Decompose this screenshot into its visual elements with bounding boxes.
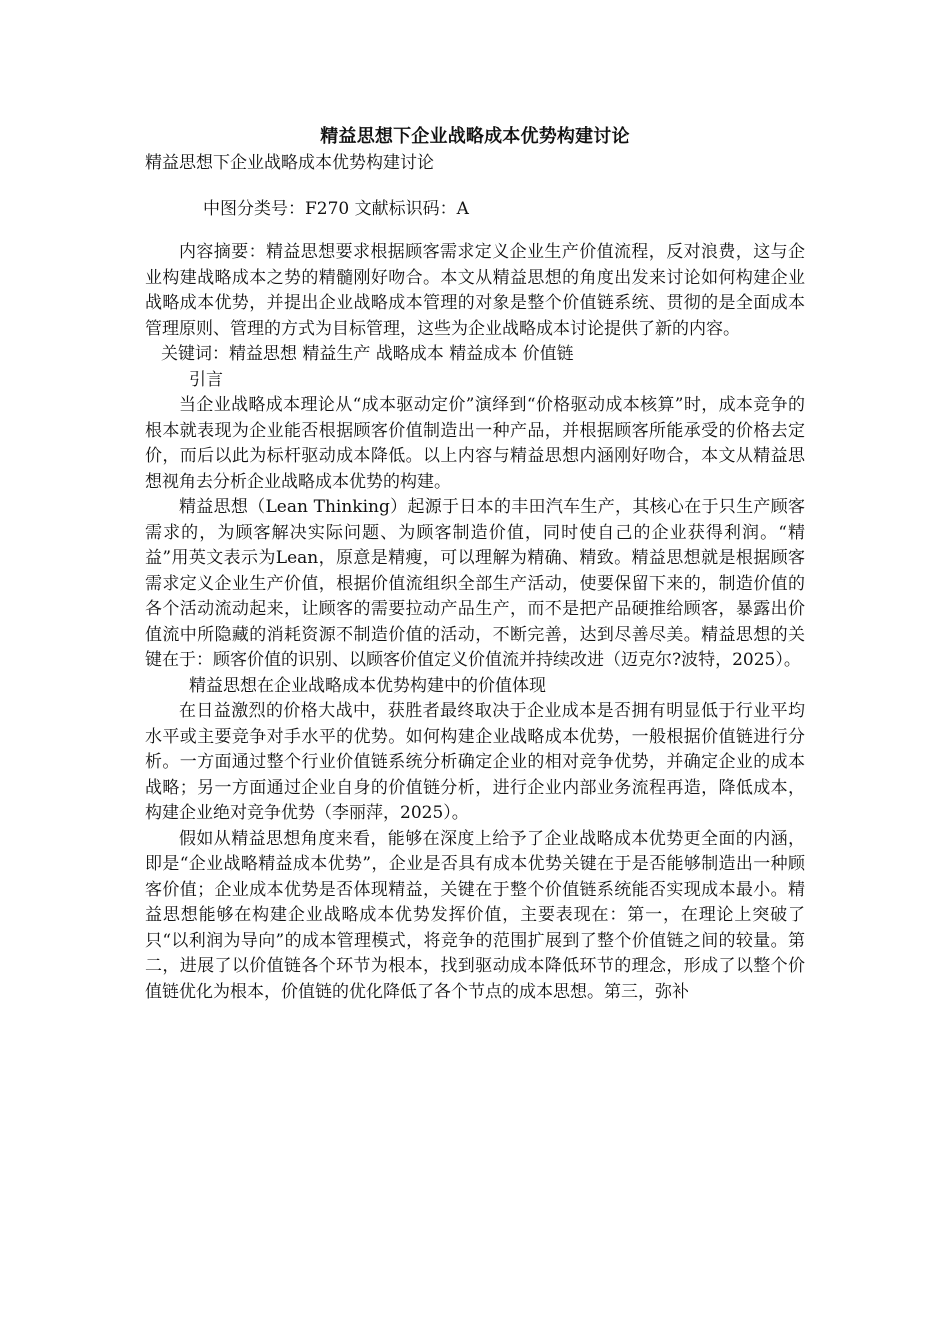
intro-heading: 引言 bbox=[189, 369, 223, 390]
intro-paragraph-2: 精益思想（Lean Thinking）起源于日本的丰田汽车生产，其核心在于只生产顾客需求的，为顾客解决实际问题、为顾客制造价值，同时使自己的企业获得利润。“精益”用英文表示为Lean，原意是精瘦，可以理解为精确、精致。精益思想就是根据顾客需求定义企业生产价值，根据价值流组织全部生产活动，使要保留下来的，制造价值的各个活动流动起来，让顾客的需要拉动产品生产，而不是把产品硬推给顾客，暴露出价值流中所隐藏的消耗资源不制造价值的活动，不断完善，达到尽善尽美。精益思想的关键在于：顾客价值的识别、以顾客价值定义价值流并持续改进（迈克尔?波特，2025）。 bbox=[145, 497, 805, 670]
abstract-paragraph: 内容摘要：精益思想要求根据顾客需求定义企业生产价值流程，反对浪费，这与企业构建战略成本之势的精髓刚好吻合。本文从精益思想的角度出发来讨论如何构建企业战略成本优势，并提出企业战略成本管理的对象是整个价值链系统、贯彻的是全面成本管理原则、管理的方式为目标管理，这些为企业战略成本讨论提供了新的内容。 bbox=[145, 242, 805, 339]
classification-line: 中图分类号：F270 文献标识码：A bbox=[203, 199, 469, 219]
section-paragraph-1: 在日益激烈的价格大战中，获胜者最终取决于企业成本是否拥有明显低于行业平均水平或主要竞争对手水平的优势。如何构建企业战略成本优势，一般根据价值链进行分析。一方面通过整个行业价值链系统分析确定企业的相对竞争优势，并确定企业的成本战略；另一方面通过企业自身的价值链分析，进行企业内部业务流程再造，降低成本，构建企业绝对竞争优势（李丽萍，2025）。 bbox=[145, 701, 805, 823]
document-title: 精益思想下企业战略成本优势构建讨论 bbox=[320, 126, 630, 147]
section-paragraph-2: 假如从精益思想角度来看，能够在深度上给予了企业战略成本优势更全面的内涵，即是“企业战略精益成本优势”，企业是否具有成本优势关键在于是否能够制造出一种顾客价值；企业成本优势是否体现精益，关键在于整个价值链系统能否实现成本最小。精益思想能够在构建企业战略成本优势发挥价值，主要表现在：第一，在理论上突破了只“以利润为导向”的成本管理模式，将竞争的范围扩展到了整个价值链之间的较量。第二，进展了以价值链各个环节为根本，找到驱动成本降低环节的理念，形成了以整个价值链优化为根本，价值链的优化降低了各个节点的成本思想。第三，弥补 bbox=[145, 828, 805, 1002]
document-subtitle: 精益思想下企业战略成本优势构建讨论 bbox=[145, 153, 434, 173]
intro-paragraph-1: 当企业战略成本理论从“成本驱动定价”演绎到“价格驱动成本核算”时，成本竞争的根本就表现为企业能否根据顾客价值制造出一种产品，并根据顾客所能承受的价格去定价，而后以此为标杆驱动成本降低。以上内容与精益思想内涵刚好吻合，本文从精益思想视角去分析企业战略成本优势的构建。 bbox=[145, 395, 805, 492]
section-heading: 精益思想在企业战略成本优势构建中的价值体现 bbox=[189, 675, 546, 696]
keywords-line: 关键词：精益思想 精益生产 战略成本 精益成本 价值链 bbox=[161, 344, 574, 364]
document-body bbox=[145, 124, 805, 1005]
